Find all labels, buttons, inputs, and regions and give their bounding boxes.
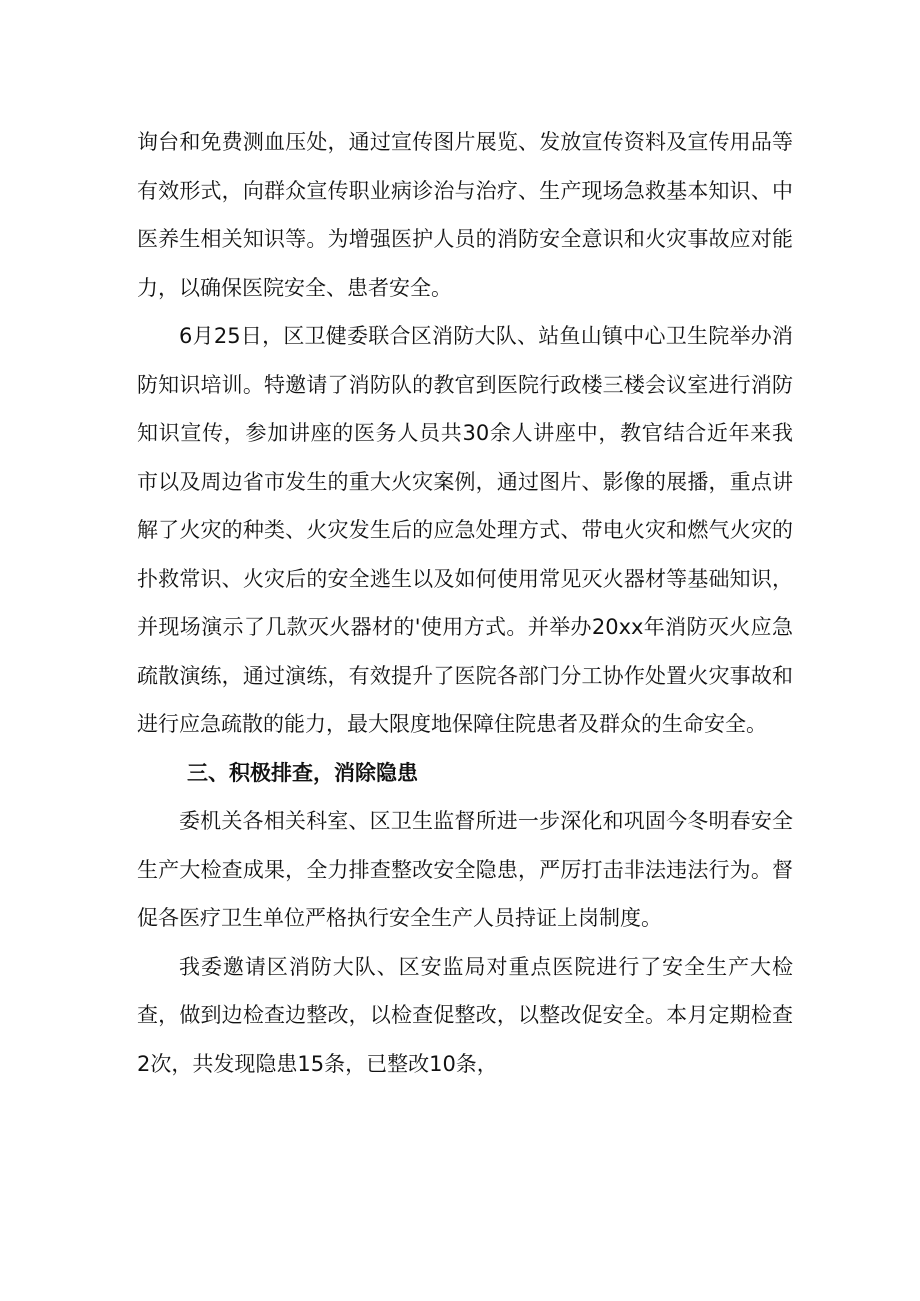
paragraph-fire-training: 6月25日，区卫健委联合区消防大队、站鱼山镇中心卫生院举办消防知识培训。特邀请了消防队的教官到医院行政楼三楼会议室进行消防知识宣传，参加讲座的医务人员共30余人讲座中，教官结合近年来我市以及周边省市发生的重大火灾案例，通过图片、影像的展播，重点讲解了火灾的种类、火灾发生后的应急处理方式、带电火灾和燃气火灾的扑救常识、火灾后的安全逃生以及如何使用常见灭火器材等基础知识，并现场演示了几款灭火器材的'使用方式。并举办20xx年消防灭火应急疏散演练，通过演练，有效提升了医院各部门分工协作处置火灾事故和进行应急疏散的能力，最大限度地保障住院患者及群众的生命安全。	[137, 324, 793, 736]
document-body	[137, 118, 793, 1088]
section-heading: 三、积极排查，消除隐患	[187, 760, 418, 785]
paragraph-hazard-inspection: 委机关各相关科室、区卫生监督所进一步深化和巩固今冬明春安全生产大检查成果，全力排查整改安全隐患，严厉打击非法违法行为。督促各医疗卫生单位严格执行安全生产人员持证上岗制度。	[137, 809, 793, 930]
paragraph-continuation: 询台和免费测血压处，通过宣传图片展览、发放宣传资料及宣传用品等有效形式，向群众宣传职业病诊治与治疗、生产现场急救基本知识、中医养生相关知识等。为增强医护人员的消防安全意识和火灾事故应对能力，以确保医院安全、患者安全。	[137, 130, 793, 300]
paragraph-safety-check: 我委邀请区消防大队、区安监局对重点医院进行了安全生产大检查，做到边检查边整改，以检查促整改，以整改促安全。本月定期检查2次，共发现隐患15条，已整改10条，	[137, 954, 793, 1076]
